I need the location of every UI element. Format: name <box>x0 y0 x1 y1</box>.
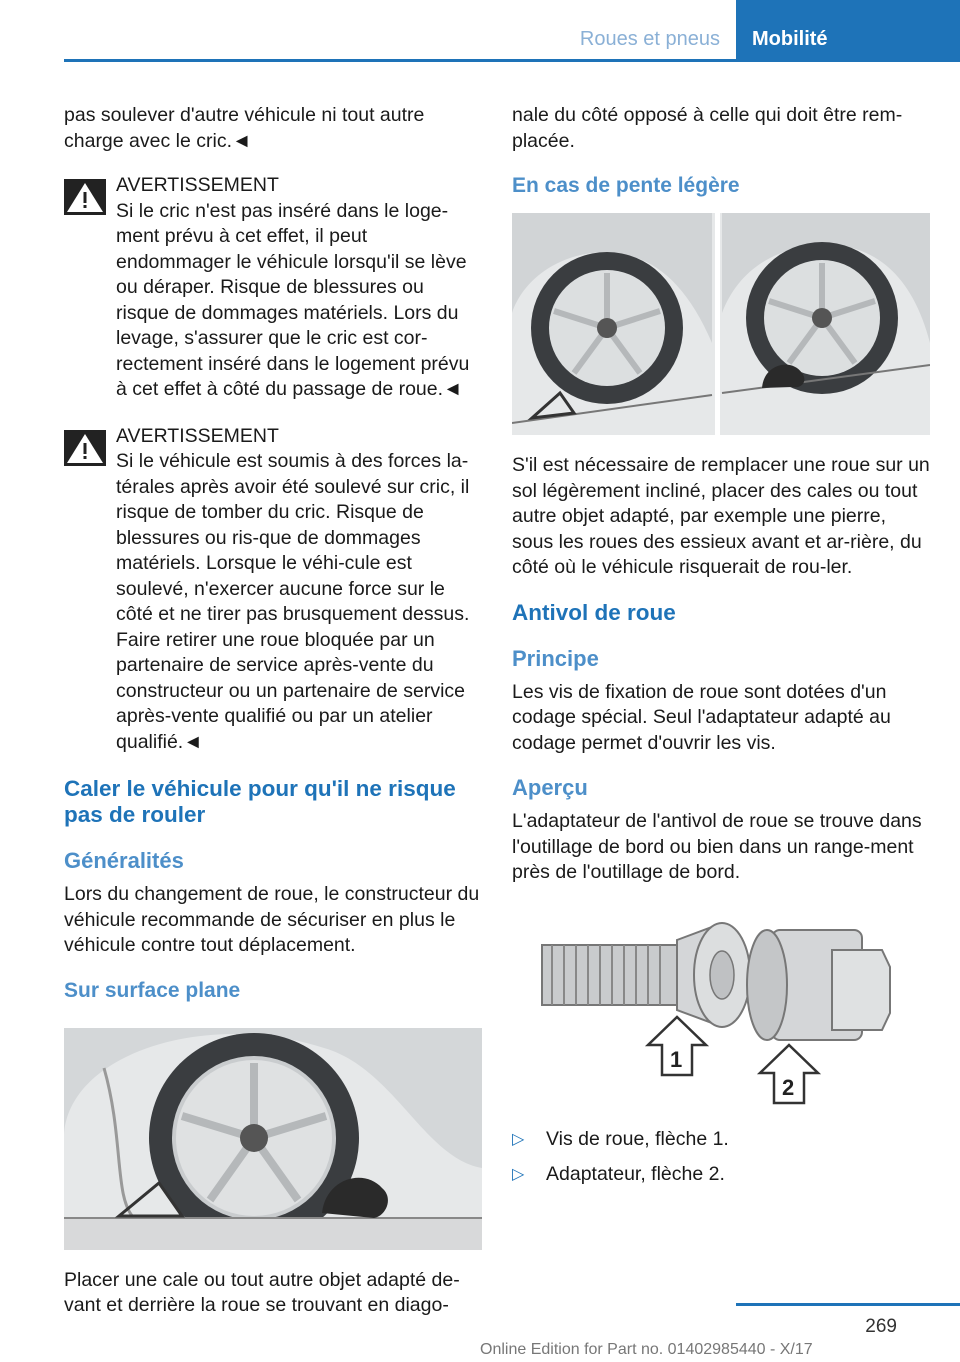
warning-text <box>64 199 482 403</box>
list-item-text: Adaptateur, flèche 2. <box>546 1163 725 1185</box>
page-header <box>64 0 960 62</box>
arrow-1-label: 1 <box>670 1046 683 1072</box>
wheel-bolt-adapter-illustration <box>512 905 930 1105</box>
figure-flat-surface <box>64 1028 482 1250</box>
heading-general: Généralités <box>64 848 184 873</box>
heading-secure-vehicle: Caler le véhicule pour qu'il ne risque pas de rouler <box>64 776 456 827</box>
triangle-bullet-icon: ▷ <box>512 1166 525 1183</box>
general-text: Lors du changement de roue, le constructeur du véhicule recommande de sécuriser en plus le véhicule contre tout déplacement. <box>64 883 480 956</box>
warning-triangle-icon <box>64 179 106 215</box>
arrow-2-label: 2 <box>782 1074 795 1100</box>
list-item-text: Vis de roue, flèche 1. <box>546 1127 729 1150</box>
wheel-chock-slope-illustration <box>512 213 930 435</box>
continued-text: nale du côté opposé à celle qui doit être rem-placée. <box>512 104 903 152</box>
heading-overview: Aperçu <box>512 775 588 800</box>
list-item <box>512 1162 930 1188</box>
header-section-title: Roues et pneus <box>579 28 720 50</box>
heading-principle: Principe <box>512 645 599 671</box>
warning-text <box>64 449 482 755</box>
right-column <box>512 103 930 1198</box>
footer-rule <box>736 1303 960 1306</box>
warning-title: AVERTISSEMENT <box>116 424 279 447</box>
edition-footer: Online Edition for Part no. 01402985440 - X/17 <box>480 1341 813 1358</box>
warning-text-body: Si le véhicule est soumis à des forces la-térales après avoir été soulevé sur cric, il risque de tomber du cric. Risque de blessures ou ris-que de dommages matériels. Lorsque le véhi-cule est soulevé, n'exercer aucune force sur le côté et ne tirer pas brusquement dessus. Faire retirer une roue bloquée par un partenaire de service après-vente du constructeur ou un partenaire de service après-vente qualifié ou par un atelier qualifié.◄ <box>116 450 470 753</box>
flat-surface-text: Placer une cale ou tout autre objet adapté de-vant et derrière la roue se trouvant en diago- <box>64 1268 460 1316</box>
adapter <box>747 930 890 1040</box>
slope-text: S'il est nécessaire de remplacer une roue sur un sol légèrement incliné, placer des cales ou tout autre objet adapté, par exemple une pierre, sous les roues des essieux avant et ar-rière, du côté où le véhicule risquerait de rou-ler. <box>512 454 930 578</box>
warning-block-2 <box>64 424 482 756</box>
figure-wheel-lock <box>512 905 930 1105</box>
principle-text: Les vis de fixation de roue sont dotées d'un codage spécial. Seul l'adaptateur adapté au codage permet d'ouvrir les vis. <box>512 680 891 754</box>
figure-slope <box>512 213 930 435</box>
wheel-chock-flat-illustration <box>64 1028 482 1250</box>
heading-flat-surface: Sur surface plane <box>64 978 241 1002</box>
header-chapter-tab: Mobilité <box>736 0 960 62</box>
overview-text: L'adaptateur de l'antivol de roue se trouve dans l'outillage de bord ou bien dans un range-ment près de l'outillage de bord. <box>512 810 922 883</box>
page-number: 269 <box>865 1316 897 1337</box>
left-column <box>64 103 482 1338</box>
wheel-bolt <box>542 923 750 1027</box>
warning-text-body: Si le cric n'est pas inséré dans le loge-ment prévu à cet effet, il peut endommager le véhicule lorsqu'il se lève ou déraper. Risque de blessures ou risque de dommages matériels. Lors du levage, s'assurer que le cric est cor-rectement inséré dans le logement prévu à cet effet à côté du passage de roue.◄ <box>116 199 470 400</box>
warning-title: AVERTISSEMENT <box>116 174 279 196</box>
heading-wheel-lock: Antivol de roue <box>512 599 676 625</box>
parts-list <box>512 1127 930 1188</box>
triangle-bullet-icon: ▷ <box>512 1130 525 1148</box>
intro-text: pas soulever d'autre véhicule ni tout autre charge avec le cric.◄ <box>64 104 425 152</box>
warning-triangle-icon <box>64 430 106 466</box>
warning-block-1 <box>64 173 482 403</box>
heading-slope: En cas de pente légère <box>512 174 740 197</box>
list-item <box>512 1127 930 1153</box>
